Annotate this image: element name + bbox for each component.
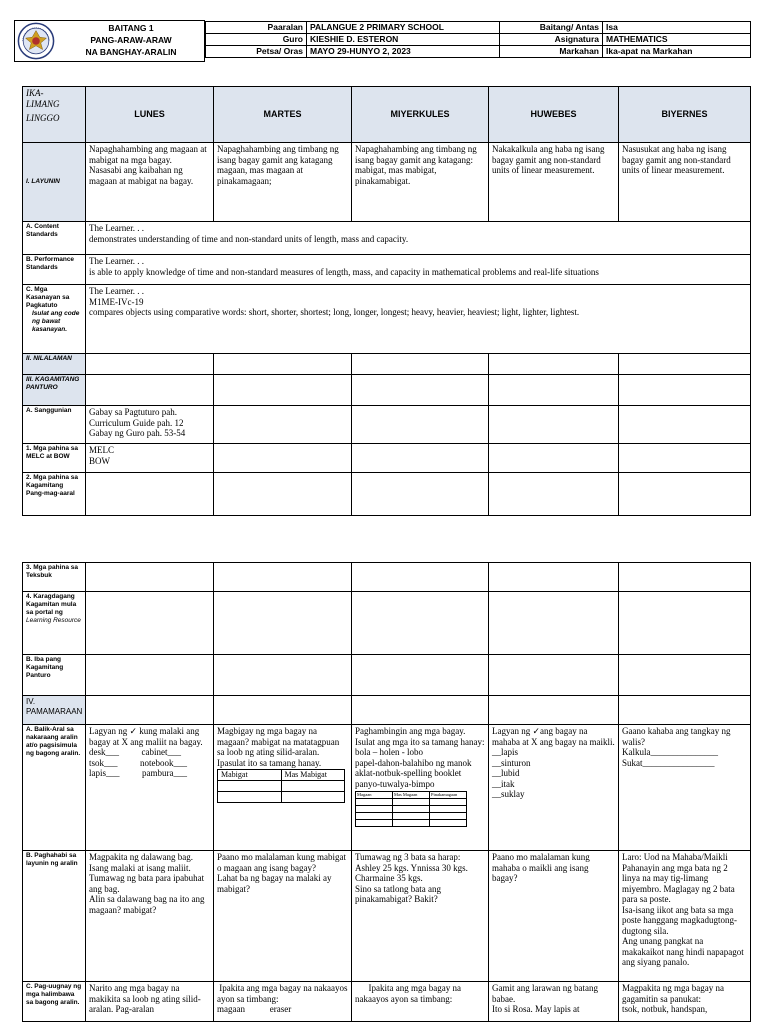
nilalaman-row	[23, 354, 751, 375]
kasanayan-label	[23, 285, 86, 354]
paghahabi-huwebes: Paano mo malalaman kung mahaba o maikli ang isang bagay?	[489, 851, 619, 982]
asignatura-value: MATHEMATICS	[603, 34, 751, 46]
baitang-label: Baitang/ Antas	[500, 22, 603, 34]
markahan-value: Ika-apat na Markahan	[603, 46, 751, 58]
balik-aral-lunes	[86, 725, 214, 851]
kagamitang-mag-aaral-label: 2. Mga pahina sa Kagamitang Pang-mag-aaral	[23, 473, 86, 516]
kasanayan-value	[86, 285, 751, 354]
layunin-row	[23, 143, 751, 222]
markahan-label: Markahan	[500, 46, 603, 58]
balik-aral-lunes-line-2: desk___ cabinet___	[89, 747, 181, 757]
performance-standards-value	[86, 255, 751, 285]
balik-aral-miyerkules-line-3: papel-dahon-balahibo ng manok	[355, 757, 472, 768]
header-title	[58, 22, 204, 58]
kasanayan-label-1: C. Mga Kasanayan sa Pagkatuto	[26, 286, 70, 309]
paghahabi-biyernes: Laro: Uod na Mahaba/Maikli Pahanayin ang mga bata ng 2 linya na may tig-limang miyembro. Maglagay ng 2 bata para sa poste. Isa-isang iikot ang bata sa mga poste hanggang magkadugtong-dugtong sila. Ang unang pangkat na makakaikot nang hindi napapagot ang siyang panalo.	[619, 851, 751, 982]
lesson-plan-table-part-2	[22, 562, 751, 1022]
paaralan-label: Paaralan	[206, 22, 307, 34]
balik-aral-lunes-line-1: Lagyan ng ✓ kung malaki ang bagay at X ang maliit na bagay.	[89, 726, 203, 747]
paghahabi-lunes: Magpakita ng dalawang bag. Isang malaki at isang maliit. Tumawag ng bata para ipabuhat ang bag. Alin sa dalawang bag na ito ang magaan? mabigat?	[86, 851, 214, 982]
week-label	[23, 87, 86, 143]
day-header-huwebes: HUWEBES	[489, 87, 619, 143]
content-standards-row	[23, 222, 751, 255]
balik-aral-martes-text: Magbigay ng mga bagay na magaan? mabigat na matatagpuan sa loob ng ating silid-aralan. Ipasulat ito sa tamang hanay.	[217, 726, 340, 768]
pinakamagaan-header: Pinakamagaan	[430, 792, 467, 799]
layunin-label: I. LAYUNIN	[23, 143, 86, 222]
paghahabi-row	[23, 851, 751, 982]
balik-aral-biyernes-line-2: Kalkula_______________	[622, 747, 718, 757]
balik-aral-huwebes-line-1: Lagyan ng ✓ang bagay na mahaba at X ang bagay na maikli.	[492, 726, 615, 747]
kasanayan-line-1: The Learner. . .	[89, 286, 144, 296]
teksbuk-label: 3. Mga pahina sa Teksbuk	[23, 563, 86, 592]
kagamitang-label: III. KAGAMITANG PANTURO	[23, 375, 86, 406]
paghahabi-label: B. Paghahabi sa layunin ng aralin	[23, 851, 86, 982]
lesson-plan-table-part-1	[22, 86, 751, 516]
karagdagang-label-1: 4. Karagdagang Kagamitan mula sa portal ng	[26, 593, 77, 616]
balik-aral-lunes-line-4: lapis___ pambura___	[89, 768, 187, 778]
balik-aral-lunes-line-3: tsok___ notebook___	[89, 757, 187, 768]
kasanayan-row	[23, 285, 751, 354]
mas-mabigat-header: Mas Mabigat	[281, 770, 345, 781]
header-title-line-1: BAITANG 1	[108, 23, 154, 33]
sanggunian-label: A. Sanggunian	[23, 406, 86, 444]
performance-standards-label: B. Performance Standards	[23, 255, 86, 285]
petsa-value: MAYO 29-HUNYO 2, 2023	[307, 46, 500, 58]
layunin-martes: Napaghahambing ang timbang ng isang bagay gamit ang katagang magaan, mas magaan at pinakamagaan;	[214, 143, 352, 222]
day-header-martes: MARTES	[214, 87, 352, 143]
melc-line-1: MELC	[89, 445, 115, 455]
melc-row	[23, 444, 751, 473]
day-header-biyernes: BIYERNES	[619, 87, 751, 143]
content-standards-label: A. Content Standards	[23, 222, 86, 255]
sanggunian-line-1: Gabay sa Pagtuturo pah.	[89, 407, 177, 417]
guro-label: Guro	[206, 34, 307, 46]
mabigat-header: Mabigat	[218, 770, 282, 781]
melc-label: 1. Mga pahina sa MELC at BOW	[23, 444, 86, 473]
pag-uugnay-martes: Ipakita ang mga bagay na nakaayos ayon sa timbang: magaan eraser	[214, 982, 352, 1022]
sanggunian-line-2: Curriculum Guide pah. 12	[89, 417, 184, 428]
paghahabi-martes: Paano mo malalaman kung mabigat o magaan ang isang bagay? Lahat ba ng bagay na malaki ay mabigat?	[214, 851, 352, 982]
header-meta-table	[205, 21, 751, 58]
kasanayan-label-2: Isulat ang code ng bawat kasanayan.	[32, 310, 80, 333]
pamamaraan-row	[23, 696, 751, 725]
balik-aral-martes	[214, 725, 352, 851]
pag-uugnay-row	[23, 982, 751, 1022]
kagamitang-row	[23, 375, 751, 406]
balik-aral-biyernes	[619, 725, 751, 851]
paaralan-value: PALANGUE 2 PRIMARY SCHOOL	[307, 22, 500, 34]
pag-uugnay-miyerkules: Ipakita ang mga bagay na nakaayos ayon sa timbang:	[352, 982, 489, 1022]
petsa-label: Petsa/ Oras	[206, 46, 307, 58]
performance-standards-row	[23, 255, 751, 285]
content-standards-line-2: demonstrates understanding of time and non-standard units of length, mass and capacity.	[89, 233, 409, 244]
kagamitang-mag-aaral-row	[23, 473, 751, 516]
balik-aral-miyerkules-line-1: Paghambingin ang mga bagay. Isulat ang mga ito sa tamang hanay:	[355, 726, 485, 747]
baitang-value: Isa	[603, 22, 751, 34]
sanggunian-line-3: Gabay ng Guro pah. 53-54	[89, 428, 186, 438]
balik-aral-label: A. Balik-Aral sa nakaraang aralin at/o pagsisimula ng bagong aralin.	[23, 725, 86, 851]
pag-uugnay-label: C. Pag-uugnay ng mga halimbawa sa bagong aralin.	[23, 982, 86, 1022]
balik-aral-huwebes-line-6: __suklay	[492, 789, 525, 799]
magaan-table	[355, 791, 467, 827]
melc-line-2: BOW	[89, 455, 110, 466]
header-title-line-2: PANG-ARAW-ARAW	[90, 35, 172, 45]
karagdagang-row	[23, 592, 751, 655]
balik-aral-biyernes-line-1: Gaano kahaba ang tangkay ng walis?	[622, 726, 731, 747]
iba-pang-label: B. Iba pang Kagamitang Panturo	[23, 655, 86, 696]
magaan-header: Magaan	[356, 792, 393, 799]
layunin-miyerkules: Napaghahambing ang timbang ng isang bagay gamit ang katagang: mabigat, mas mabigat, pinakamabigat.	[352, 143, 489, 222]
week-label-line-2: LIMANG	[26, 98, 60, 109]
mabigat-table	[217, 769, 345, 803]
balik-aral-huwebes-line-4: __lubid	[492, 768, 520, 778]
melc-value	[86, 444, 214, 473]
performance-standards-line-2: is able to apply knowledge of time and non-standard measures of length, mass, and capacity in mathematical problems and real-life situations	[89, 266, 599, 277]
deped-seal-logo	[17, 22, 55, 60]
kasanayan-line-3: compares objects using comparative words: short, shorter, shortest; long, longer, longest; heavy, heavier, heaviest; light, lighter, lightest.	[89, 307, 580, 317]
pamamaraan-label: IV. PAMAMARAAN	[23, 696, 86, 725]
karagdagang-label	[23, 592, 86, 655]
balik-aral-miyerkules-line-4: aklat-notbuk-spelling booklet	[355, 768, 462, 778]
paghahabi-miyerkules: Tumawag ng 3 bata sa harap: Ashley 25 kgs. Ynnissa 30 kgs. Charmaine 35 kgs. Sino sa tatlong bata ang pinakamabigat? Bakit?	[352, 851, 489, 982]
balik-aral-miyerkules	[352, 725, 489, 851]
pag-uugnay-huwebes: Gamit ang larawan ng batang babae. Ito si Rosa. May lapis at	[489, 982, 619, 1022]
layunin-biyernes: Nasusukat ang haba ng isang bagay gamit ang non-standard units of linear measurement.	[619, 143, 751, 222]
iba-pang-row	[23, 655, 751, 696]
content-standards-line-1: The Learner. . .	[89, 223, 144, 233]
karagdagang-label-2: Learning Resource	[26, 617, 81, 624]
header-title-line-3: NA BANGHAY-ARALIN	[85, 47, 177, 57]
teksbuk-row	[23, 563, 751, 592]
balik-aral-huwebes	[489, 725, 619, 851]
performance-standards-line-1: The Learner. . .	[89, 256, 144, 266]
pag-uugnay-lunes: Narito ang mga bagay na makikita sa loob ng ating silid-aralan. Pag-aralan	[86, 982, 214, 1022]
sanggunian-row	[23, 406, 751, 444]
sanggunian-value	[86, 406, 214, 444]
guro-value: KIESHIE D. ESTERON	[307, 34, 500, 46]
pag-uugnay-biyernes: Magpakita ng mga bagay na gagamitin sa panukat: tsok, notbuk, handspan,	[619, 982, 751, 1022]
layunin-lunes: Napaghahambing ang magaan at mabigat na mga bagay. Nasasabi ang kaibahan ng magaan at mabigat na bagay.	[86, 143, 214, 222]
balik-aral-huwebes-line-2: __lapis	[492, 747, 518, 757]
asignatura-label: Asignatura	[500, 34, 603, 46]
days-header-row	[23, 87, 751, 143]
balik-aral-biyernes-line-3: Sukat________________	[622, 757, 715, 768]
content-standards-value	[86, 222, 751, 255]
nilalaman-label: II. NILALAMAN	[23, 354, 86, 375]
balik-aral-miyerkules-line-2: bola – holen - lobo	[355, 747, 423, 757]
week-label-line-3: LINGGO	[26, 113, 60, 123]
balik-aral-huwebes-line-3: __sinturon	[492, 757, 531, 768]
balik-aral-row	[23, 725, 751, 851]
day-header-lunes: LUNES	[86, 87, 214, 143]
mas-magaan-header: Mas Magaan	[393, 792, 430, 799]
day-header-miyerkules: MIYERKULES	[352, 87, 489, 143]
week-label-line-1: IKA-	[26, 88, 44, 98]
balik-aral-huwebes-line-5: __itak	[492, 778, 515, 789]
kasanayan-line-2: M1ME-IVc-19	[89, 296, 144, 307]
layunin-huwebes: Nakakalkula ang haba ng isang bagay gamit ang non-standard units of linear measurement.	[489, 143, 619, 222]
balik-aral-miyerkules-line-5: panyo-tuwalya-bimpo	[355, 778, 435, 789]
